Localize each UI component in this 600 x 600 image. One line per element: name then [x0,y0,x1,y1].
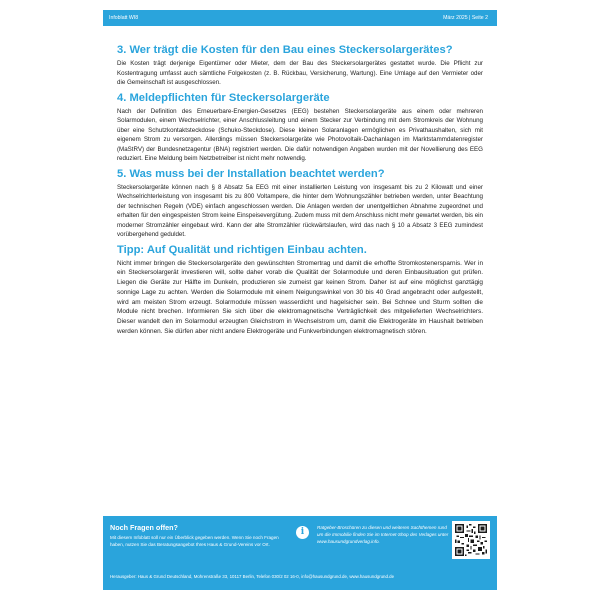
section-text: Nach der Definition des Erneuerbare-Energien-Gesetzes (EEG) bestehen Steckersolargeräte aus einem oder mehreren Solarmodulen, einem Wechselrichter, einer Anschlussleitung und einem Stecker zur Verbindung mit dem Stromkreis der Wohnung über eine Schutzkontaktsteckdose (Schuko-Steckdose). Diese kleinen Solaranlagen ermöglichen es Privathaushalten, sich mit eigenem Strom zu versorgen. Allerdings müssen Steckersolargeräte wie Photovoltaik-Dachanlagen im Marktstammdatenregister (MaStRV) der Bundesnetzagentur (BNA) registriert werden. Die dafür notwendigen Angaben wurden mit der Novellierung des EEG reduziert. Eine Meldung beim Netzbetreiber ist nicht mehr notwendig. [117,107,483,162]
section-text: Die Kosten trägt derjenige Eigentümer oder Mieter, dem der Bau des Steckersolargerätes gestattet wurde. Die Pflicht zur Kostentragung umfasst auch sämtliche Folgekosten (z. B. Rückbau, Versicherung, Wartung). Eine Umlage auf den Vermieter oder die Gemeinschaft ist ausgeschlossen. [117,60,483,86]
section-text: Nicht immer bringen die Steckersolargeräte den gewünschten Stromertrag und damit die erhoffte Stromkostenersparnis. Wer in ein Steckersolargerät investieren will, sollte daher vorab die Qualität der Solarmodule und deren Einbausituation gut prüfen. Liegen die Geräte zur Hälfte im Dunkeln, produzieren sie zumeist gar keinen Strom. Daher ist auf eine möglichst ganztägig sonnige Lage zu achten. Werden die Solarmodule mit einem Neigungswinkel von 30 bis 40 Grad angebracht oder aufgestellt, wird am meisten Strom erzeugt. Solarmodule müssen wasserdicht und hagelsicher sein. Bei Schnee und Sturm sollten die Module nicht brechen. Informieren Sie sich über die elektromagnetische Verträglichkeit des mitgelieferten Wechselrichters. Dieser wandelt den im Solarmodul erzeugten Gleichstrom in Wechselstrom um, damit die Elektrogeräte im Haushalt betrieben werden können. Sie dürfen aber nicht andere Elektrogeräte und Funkverbindungen elektromagnetisch stören. [117,259,483,336]
info-icon: i [296,526,309,539]
section-reporting [117,92,483,164]
section-tip [117,244,483,337]
footer-left-text: Mit diesem Infoblatt soll nur ein Überblick gegeben werden. Wenn Sie noch Fragen haben, nutzen Sie das Beratungsangebot Ihres Haus & Grund-Vereins vor Ort. [110,535,279,547]
footer-title: Noch Fragen offen? [110,523,178,532]
footer-shop-text[interactable]: Ratgeber-Broschüren zu diesen und weiteren Sachthemen rund um die Immobilie finden Sie im Internet-Shop des Verlages unter www.hausundgrundverlag.info. [317,525,449,544]
page-info: März 2025 | Seite 2 [443,15,488,21]
document-id: Infoblatt WI8 [109,15,139,21]
footer-questions [110,523,280,548]
footer-box [103,516,497,590]
qr-code-icon[interactable] [452,521,490,559]
section-heading: 3. Wer trägt die Kosten für den Bau eines Steckersolargerätes? [117,44,453,56]
section-heading: 5. Was muss bei der Installation beachtet werden? [117,167,385,180]
section-installation [117,168,483,240]
section-heading: Tipp: Auf Qualität und richtigen Einbau achten. [117,243,367,256]
section-heading: 4. Meldepflichten für Steckersolargeräte [117,91,330,104]
publisher-line: Herausgeber: Haus & Grund Deutschland, Mohrenstraße 33, 10117 Berlin, Telefon 030/2 02 16-0, info@hausundgrund.de, www.hausundgrund.de [110,574,395,579]
document-body [117,44,483,341]
section-text: Steckersolargeräte können nach § 8 Absatz 5a EEG mit einer installierten Leistung von insgesamt bis zu 2 Kilowatt und einer Wechselrichterleistung von insgesamt bis zu 800 Voltampere, die hinter dem Wohnungszähler betrieben werden, unter Beachtung der technischen Regeln (VDE) einfach angeschlossen werden. Die Anlagen werden der unentgeltlichen Abnahme zugeordnet und erhalten für den eingespeisten Strom keine Einspeisevergütung. Zudem muss mit dem Anschluss nicht mehr gewartet werden, bis ein moderner Stromzähler eingebaut wird. Kann der alte Stromzähler rückwärtslaufen, wird das nach § 10 a Absatz 3 EEG zumindest vorübergehend geduldet. [117,183,483,238]
header-bar [103,10,497,26]
section-costs [117,44,483,88]
